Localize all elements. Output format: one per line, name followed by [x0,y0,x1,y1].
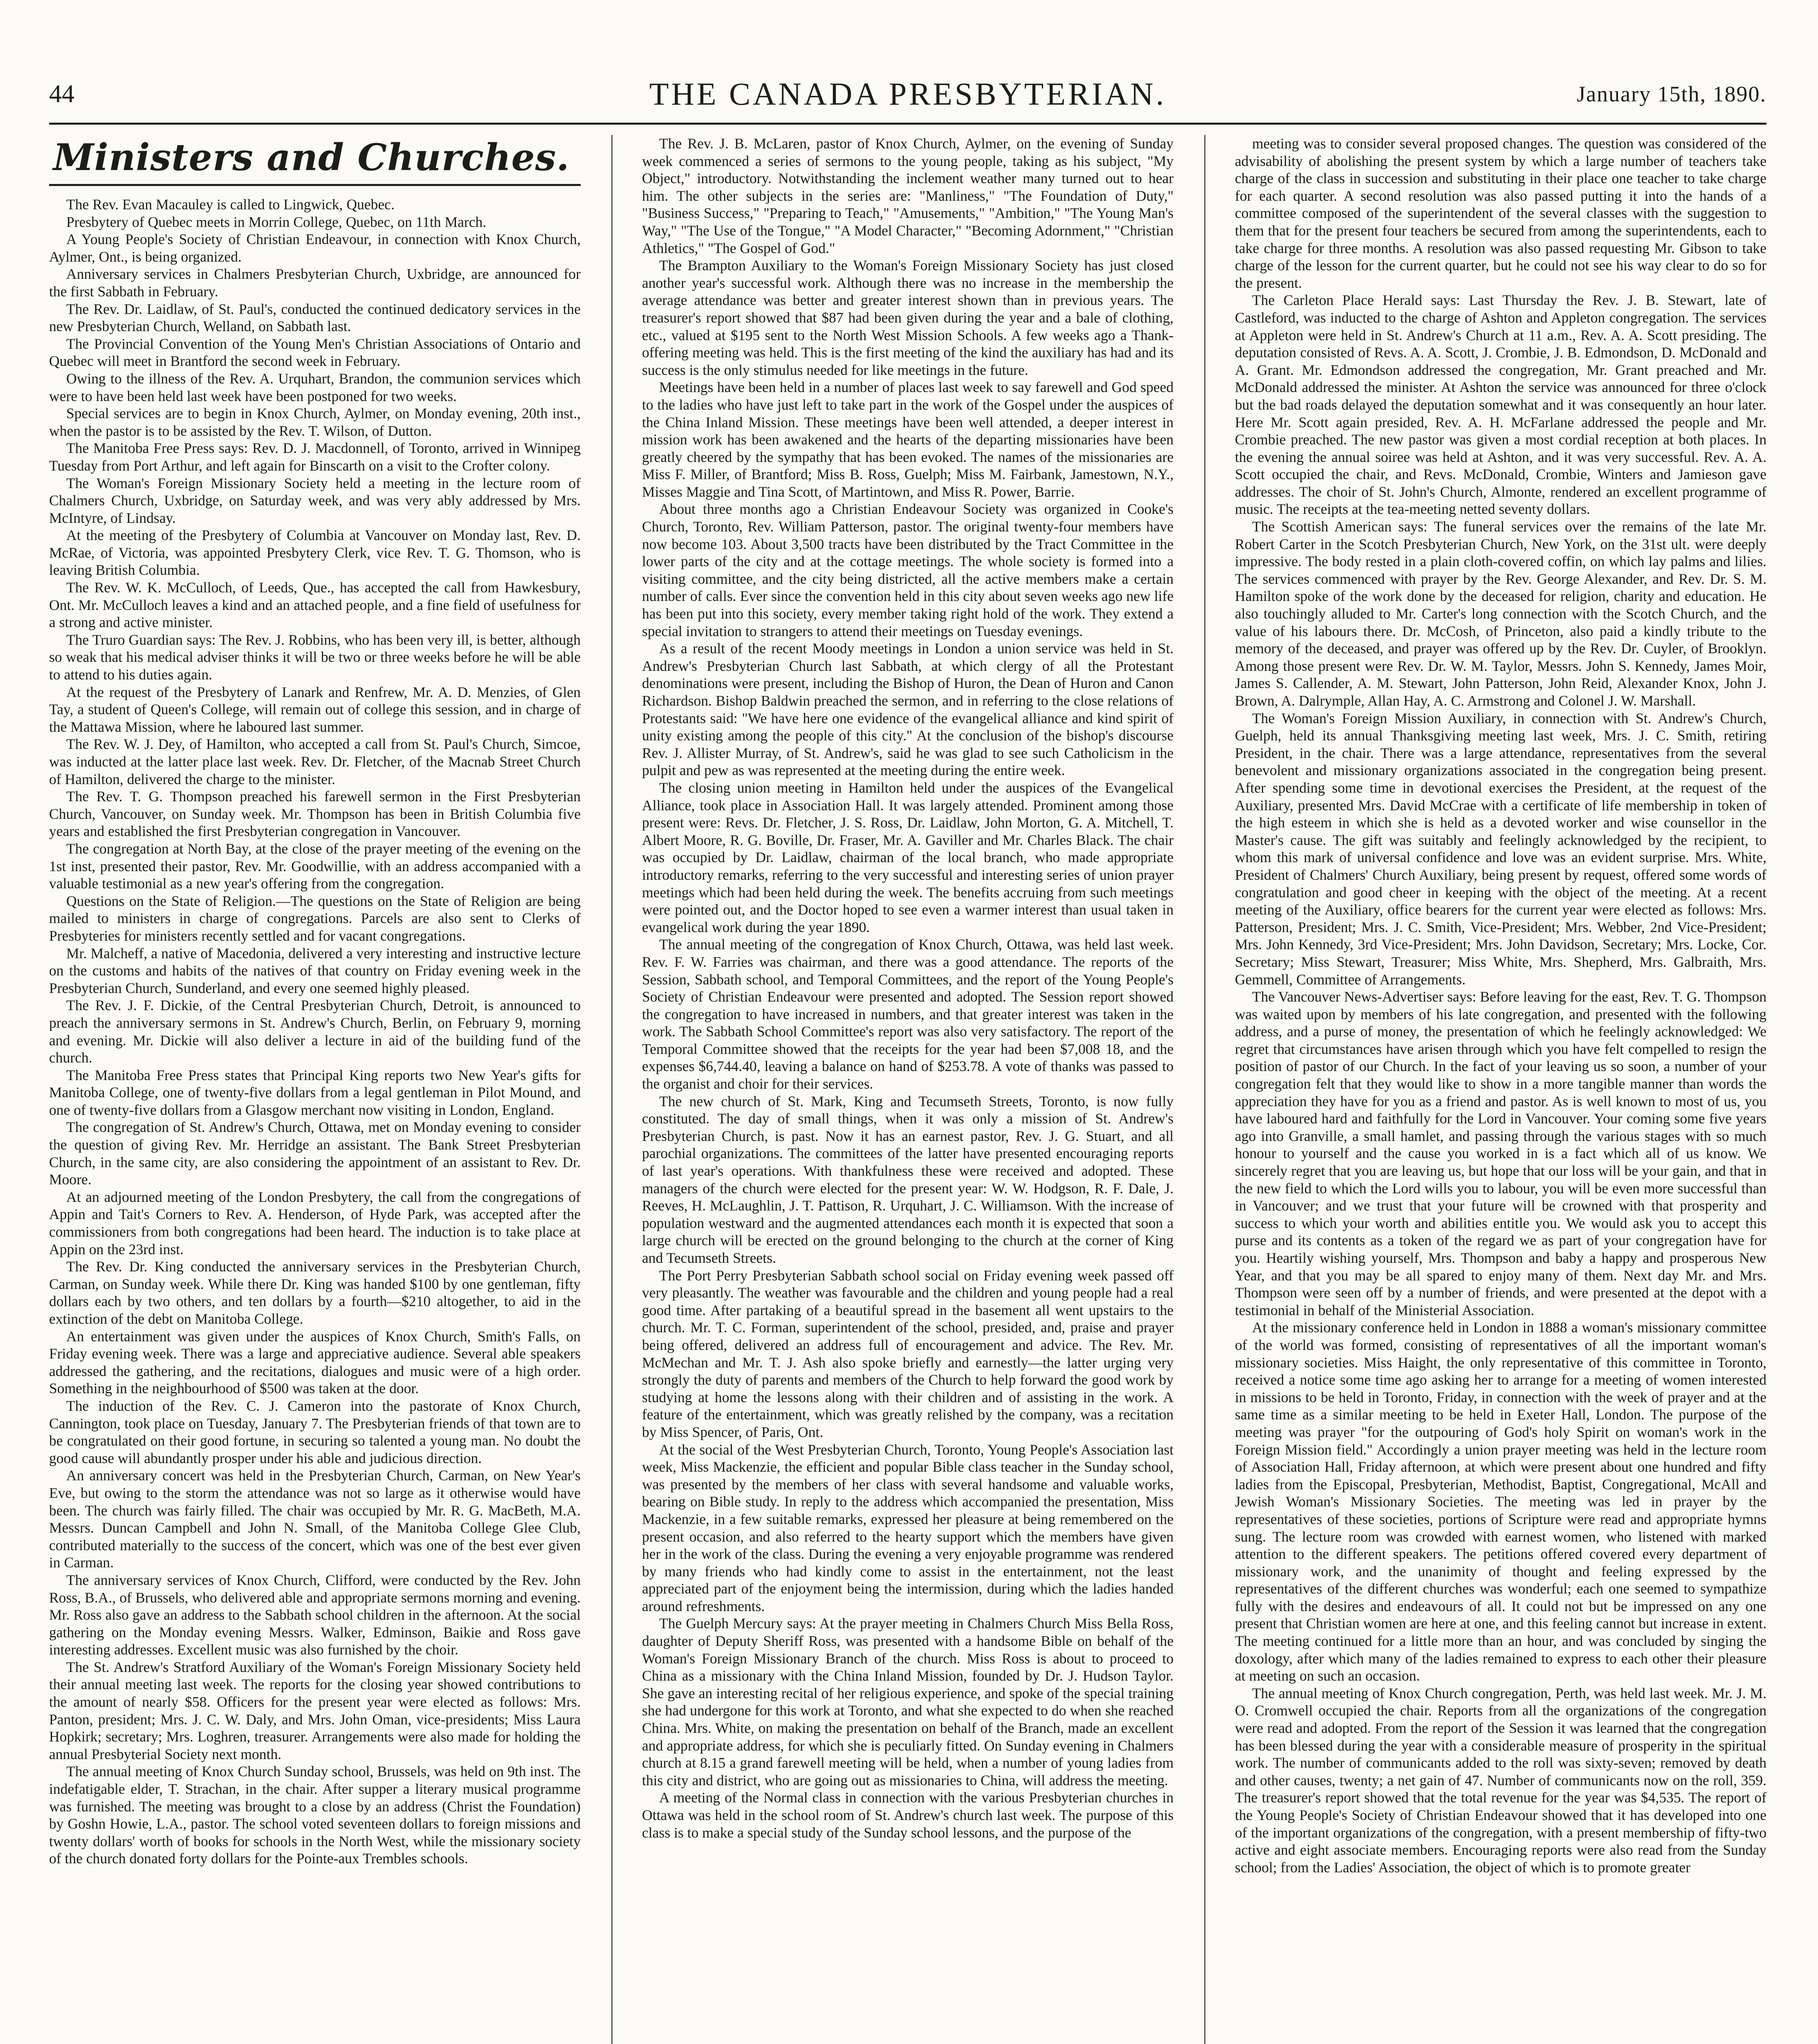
column-1-body [49,196,581,1867]
news-paragraph: Special services are to begin in Knox Church, Aylmer, on Monday evening, 20th inst., when the pastor is to be assisted by the Rev. T. Wilson, of Dutton. [49,405,581,439]
column-1 [49,135,581,2044]
news-paragraph: The annual meeting of Knox Church congregation, Perth, was held last week. Mr. J. M. O. Cromwell occupied the chair. Reports from all the organizations of the congregation were read and adopted. From the report of the Session it was learned that the congregation has been blessed during the year with a considerable measure of prosperity in the spiritual work. The number of communicants added to the roll was sixty-seven; removed by death and other causes, twenty; a net gain of 47. Number of communicants now on the roll, 359. The treasurer's report showed that the total revenue for the year was $4,535. The report of the Young People's Society of Christian Endeavour showed that it has developed into one of the important organizations of the congregation, with a present membership of fifty-two active and eight associate members. Encouraging reports were also read from the Sunday school; from the Ladies' Association, the object of which is to promote greater [1235,1685,1766,1876]
news-paragraph: The Woman's Foreign Missionary Society held a meeting in the lecture room of Chalmers Church, Uxbridge, on Saturday week, and was very ably addressed by Mrs. McIntyre, of Lindsay. [49,475,581,526]
news-paragraph: Questions on the State of Religion.—The questions on the State of Religion are being mailed to ministers in charge of congregations. Parcels are also sent to Clerks of Presbyteries for ministers recently settled and for vacant congregations. [49,892,581,944]
news-paragraph: The annual meeting of Knox Church Sunday school, Brussels, was held on 9th inst. The indefatigable elder, T. Strachan, in the chair. After supper a literary musical programme was furnished. The meeting was brought to a close by an address (Christ the Foundation) by Goshn Howie, L.A., pastor. The school voted seventeen dollars to foreign missions and twenty dollars' worth of books for schools in the North West, while the missionary society of the church donated forty dollars for the Pointe-aux Trembles schools. [49,1763,581,1867]
news-paragraph: About three months ago a Christian Endeavour Society was organized in Cooke's Church, Toronto, Rev. William Patterson, pastor. The original twenty-four members have now become 103. About 3,500 tracts have been distributed by the Tract Committee in the lower parts of the city and at the cottage meetings. The whole society is formed into a visiting committee, and the city being districted, all the active members make a certain number of calls. Ever since the convention held in this city about seven weeks ago new life has been put into this society, every member taking right hold of the work. They extend a special invitation to strangers to attend their meetings on Tuesday evenings. [642,501,1174,639]
news-paragraph: The Rev. T. G. Thompson preached his farewell sermon in the First Presbyterian Church, Vancouver, on Sunday week. Mr. Thompson has been in British Columbia five years and established the first Presbyterian congregation in Vancouver. [49,788,581,840]
news-paragraph: The Rev. Dr. King conducted the anniversary services in the Presbyterian Church, Carman, on Sunday week. While there Dr. King was handed $100 by one gentleman, fifty dollars each by two others, and ten dollars by a fourth—$210 altogether, to aid in the extinction of the debt on Manitoba College. [49,1258,581,1327]
news-paragraph: The annual meeting of the congregation of Knox Church, Ottawa, was held last week. Rev. F. W. Farries was chairman, and there was a good attendance. The reports of the Session, Sabbath school, and Temporal Committees, and the report of the Young People's Society of Christian Endeavour were presented and adopted. The Session report showed the congregation to have increased in numbers, and that greater interest was taken in the work. The Sabbath School Committee's report was also very satisfactory. The report of the Temporal Committee showed that the receipts for the year had been $7,008 18, and the expenses $6,744.40, leaving a balance on hand of $253.78. A vote of thanks was passed to the organist and choir for their services. [642,936,1174,1092]
news-paragraph: The congregation at North Bay, at the close of the prayer meeting of the evening on the 1st inst, presented their pastor, Rev. Mr. Goodwillie, with an address accompanied with a valuable testimonial as a new year's offering from the congregation. [49,840,581,892]
news-paragraph: The Rev. Dr. Laidlaw, of St. Paul's, conducted the continued dedicatory services in the new Presbyterian Church, Welland, on Sabbath last. [49,300,581,335]
news-paragraph: Anniversary services in Chalmers Presbyterian Church, Uxbridge, are announced for the first Sabbath in February. [49,266,581,300]
column-3 [1235,135,1766,2044]
news-paragraph: A meeting of the Normal class in connection with the various Presbyterian churches in Ottawa was held in the school room of St. Andrew's church last week. The purpose of this class is to make a special study of the Sunday school lessons, and the purpose of the [642,1789,1174,1841]
news-paragraph: The Truro Guardian says: The Rev. J. Robbins, who has been very ill, is better, although so weak that his medical adviser thinks it will be two or three weeks before he will be able to attend to his duties again. [49,631,581,683]
news-paragraph: The induction of the Rev. C. J. Cameron into the pastorate of Knox Church, Cannington, took place on Tuesday, January 7. The Presbyterian friends of that town are to be congratulated on their good fortune, in securing so talented a young man. No doubt the good cause will abundantly prosper under his able and judicious direction. [49,1397,581,1466]
news-paragraph: An entertainment was given under the auspices of Knox Church, Smith's Falls, on Friday evening week. There was a large and appreciative audience. Several able speakers addressed the gathering, and the recitations, dialogues and music were of a high order. Something in the neighbourhood of $500 was taken at the door. [49,1328,581,1397]
page-header [49,76,1766,112]
journal-title: THE CANADA PRESBYTERIAN. [649,76,1167,112]
column-2-body [642,135,1174,1841]
news-paragraph: At the social of the West Presbyterian Church, Toronto, Young People's Association last week, Miss Mackenzie, the efficient and popular Bible class teacher in the Sunday school, was presented by the members of her class with several handsome and valuable works, bearing on Bible study. In reply to the address which accompanied the presentation, Miss Mackenzie, in a few suitable remarks, expressed her pleasure at being remembered on the present occasion, and also referred to the hearty support which the members have given her in the work of the class. During the evening a very enjoyable programme was rendered by many friends who had kindly come to assist in the entertainment, not the least appreciated part of the enjoyment being the intermission, during which the ladies handed around refreshments. [642,1441,1174,1614]
news-paragraph: An anniversary concert was held in the Presbyterian Church, Carman, on New Year's Eve, but owing to the storm the attendance was not so large as it otherwise would have been. The church was fairly filled. The chair was occupied by Mr. R. G. MacBeth, M.A. Messrs. Duncan Campbell and John N. Small, of the Manitoba College Glee Club, contributed materially to the success of the concert, which was one of the best ever given in Carman. [49,1467,581,1571]
news-paragraph: A Young People's Society of Christian Endeavour, in connection with Knox Church, Aylmer, Ont., is being organized. [49,231,581,265]
news-paragraph: meeting was to consider several proposed changes. The question was considered of the advisability of abolishing the present system by which a large number of teachers take charge of the class in succession and substituting in their place one teacher to take charge for each quarter. A second resolution was also passed putting it into the hands of a committee composed of the superintendent of the several classes with the suggestion to them that for the present four teachers be secured from among the superintendents, each to take charge for three months. A resolution was also passed requesting Mr. Gibson to take charge of the lesson for the current quarter, but he could not see his way clear to do so for the present. [1235,135,1766,291]
column-divider [611,135,613,2044]
news-paragraph: The Rev. W. K. McCulloch, of Leeds, Que., has accepted the call from Hawkesbury, Ont. Mr. McCulloch leaves a kind and an attached people, and a fine field of usefulness for a strong and active minister. [49,579,581,631]
news-paragraph: Presbytery of Quebec meets in Morrin College, Quebec, on 11th March. [66,213,487,230]
page-number: 44 [49,80,74,108]
news-paragraph: The Manitoba Free Press says: Rev. D. J. Macdonnell, of Toronto, arrived in Winnipeg Tuesday from Port Arthur, and left again for Binscarth on a visit to the Crofter colony. [49,440,581,474]
column-2 [642,135,1174,2044]
news-paragraph: At the request of the Presbytery of Lanark and Renfrew, Mr. A. D. Menzies, of Glen Tay, a student of Queen's College, will remain out of college this session, and in charge of the Mattawa Mission, where he laboured last summer. [49,684,581,735]
news-paragraph: Owing to the illness of the Rev. A. Urquhart, Brandon, the communion services which were to have been held last week have been postponed for two weeks. [49,370,581,404]
column-3-body [1235,135,1766,1876]
news-paragraph: At the meeting of the Presbytery of Columbia at Vancouver on Monday last, Rev. D. McRae, of Victoria, was appointed Presbytery Clerk, vice Rev. T. G. Thomson, who is leaving British Columbia. [49,527,581,578]
news-paragraph: The Provincial Convention of the Young Men's Christian Associations of Ontario and Quebec will meet in Brantford the second week in February. [49,335,581,370]
news-paragraph: At the missionary conference held in London in 1888 a woman's missionary committee of the world was formed, consisting of representatives of all the important woman's missionary societies. Miss Haight, the only representative of this committee in Toronto, received a notice some time ago asking her to arrange for a meeting of women interested in missions to be held in Toronto, Friday, in connection with the week of prayer and at the same time as a similar meeting to be held in Exeter Hall, London. The purpose of the meeting was prayer "for the outpouring of God's holy Spirit on woman's work in the Foreign Mission field." Accordingly a union prayer meeting was held in the lecture room of Association Hall, Friday afternoon, at which were present about one hundred and fifty ladies from the Episcopal, Presbyterian, Methodist, Baptist, Congregational, McAll and Jewish Woman's Missionary Societies. The meeting was led in prayer by the representatives of these societies, portions of Scripture were read and appropriate hymns sung. The lecture room was crowded with earnest women, who listened with marked attention to the different speakers. The petitions offered covered every department of missionary work, and the unanimity of thought and feeling expressed by the representatives of the different churches was wonderful; each one seemed to sympathize fully with the desires and endeavours of all. It could not but be impressed on any one present that Christian women are here at one, and this feeling cannot but increase in extent. The meeting continued for a little more than an hour, and was concluded by singing the doxology, after which many of the ladies remained to express to each other their pleasure at meeting on such an occasion. [1235,1319,1766,1684]
news-paragraph: The Scottish American says: The funeral services over the remains of the late Mr. Robert Carter in the Scotch Presbyterian Church, New York, on the 31st ult. were deeply impressive. The body rested in a plain cloth-covered coffin, on which lay palms and lilies. The services commenced with prayer by the Rev. George Alexander, and Rev. Dr. S. M. Hamilton spoke of the work done by the deceased for religion, charity and education. He also touchingly alluded to Mr. Carter's long connection with the Scotch Church, and the value of his labours there. Dr. McCosh, of Princeton, also paid a kindly tribute to the memory of the deceased, and prayer was offered up by the Rev. Dr. Cuyler, of Brooklyn. Among those present were Rev. Dr. W. M. Taylor, Messrs. John S. Kennedy, James Moir, James S. Callender, A. M. Stewart, John Patterson, John Reid, Alexander Knox, John J. Brown, A. Dalrymple, Allan Hay, A. C. Armstrong and Colonel J. W. Marshall. [1235,518,1766,709]
column-divider [1204,135,1205,2044]
news-paragraph: Mr. Malcheff, a native of Macedonia, delivered a very interesting and instructive lecture on the customs and habits of the natives of that country on Friday evening week in the Presbyterian Church, Sunderland, and every one seemed highly pleased. [49,945,581,996]
news-paragraph: The congregation of St. Andrew's Church, Ottawa, met on Monday evening to consider the question of giving Rev. Mr. Herridge an assistant. The Bank Street Presbyterian Church, in the same city, are also considering the appointment of an assistant to Rev. Dr. Moore. [49,1119,581,1188]
news-paragraph: The new church of St. Mark, King and Tecumseth Streets, Toronto, is now fully constituted. The day of small things, when it was only a mission of St. Andrew's Presbyterian Church, is past. Now it has an earnest pastor, Rev. J. G. Stuart, and all parochial organizations. The committees of the latter have presented encouraging reports of last year's operations. With thankfulness these were received and adopted. These managers of the church were elected for the present year: W. W. Hodgson, R. F. Dale, J. Reeves, H. McLaughlin, J. T. Pattison, R. Urquhart, J. C. Williamson. With the increase of population westward and the augmented attendances each month it is expected that soon a large church will be erected on the ground belonging to the church at the corner of King and Tecumseth Streets. [642,1093,1174,1266]
news-paragraph: The anniversary services of Knox Church, Clifford, were conducted by the Rev. John Ross, B.A., of Brussels, who delivered able and appropriate sermons morning and evening. Mr. Ross also gave an address to the Sabbath school children in the afternoon. At the social gathering on the Monday evening Messrs. Walker, Edminson, Baikie and Ross gave interesting addresses. Excellent music was also furnished by the choir. [49,1571,581,1658]
news-paragraph: The Brampton Auxiliary to the Woman's Foreign Missionary Society has just closed another year's successful work. Although there was no increase in the membership the average attendance was better and greater interest shown than in previous years. The treasurer's report showed that $87 had been given during the year and a bale of clothing, etc., valued at $195 sent to the North West Mission Schools. A few weeks ago a Thank-offering meeting was held. This is the first meeting of the kind the auxiliary has had and its success is the only stimulus needed for like meetings in the future. [642,257,1174,378]
news-paragraph: Meetings have been held in a number of places last week to say farewell and God speed to the ladies who have just left to take part in the work of the Gospel under the auspices of the China Inland Mission. These meetings have been well attended, a deeper interest in mission work has been awakened and the hearts of the departing missionaries have been greatly cheered by the sympathy that has been evoked. The names of the missionaries are Miss F. Miller, of Brantford; Miss B. Ross, Guelph; Miss M. Fairbank, Jamestown, N.Y., Misses Maggie and Tina Scott, of Martintown, and Miss R. Power, Barrie. [642,379,1174,500]
news-paragraph: At an adjourned meeting of the London Presbytery, the call from the congregations of Appin and Tait's Corners to Rev. A. Henderson, of Hyde Park, was accepted after the commissioners from both congregations had been heard. The induction is to take place at Appin on the 23rd inst. [49,1188,581,1257]
news-paragraph: The Port Perry Presbyterian Sabbath school social on Friday evening week passed off very pleasantly. The weather was favourable and the children and young people had a real good time. After partaking of a beautiful spread in the basement all went upstairs to the church. Mr. T. C. Forman, superintendent of the school, presided, and, praise and prayer being offered, delivered an address full of encouragement and advice. The Rev. Mr. McMechan and Mr. T. J. Ash also spoke briefly and earnestly—the latter urging very strongly the duty of parents and members of the Church to help forward the good work by studying at home the lessons along with their children and of assisting in the work. A feature of the entertainment, which was greatly relished by the company, was a recitation by Miss Spencer, of Paris, Ont. [642,1267,1174,1440]
section-heading: Ministers and Churches. [53,136,570,179]
news-paragraph: The Rev. J. B. McLaren, pastor of Knox Church, Aylmer, on the evening of Sunday week commenced a series of sermons to the young people, taking as his subject, "My Object," introductory. Notwithstanding the inclement weather many turned out to hear him. The other subjects in the series are: "Manliness," "The Foundation of Duty," "Business Success," "Preparing to Teach," "Amusements," "Ambition," "The Young Man's Way," "The Use of the Tongue," "A Model Character," "Becoming Adornment," "Christian Athletics," "The Gospel of God." [642,135,1174,256]
news-paragraph: The Carleton Place Herald says: Last Thursday the Rev. J. B. Stewart, late of Castleford, was inducted to the charge of Ashton and Appleton congregation. The services at Appleton were held in St. Andrew's Church at 11 a.m., Rev. A. A. Scott presiding. The deputation consisted of Revs. A. A. Scott, J. Crombie, J. B. Edmondson, D. McDonald and A. Grant. Mr. Edmondson addressed the congregation, Mr. Grant preached and Mr. McDonald addressed the minister. At Ashton the service was announced for three o'clock but the bad roads delayed the deputation somewhat and it was consequently an hour later. Here Mr. Scott again presided, Rev. A. H. McFarlane addressed the people and Mr. Crombie preached. The new pastor was given a most cordial reception at both places. In the evening the annual soiree was held at Ashton, and it was very successful. Rev. A. A. Scott occupied the chair, and Revs. McDonald, Crombie, Winters and Jamieson gave addresses. The choir of St. John's Church, Almonte, rendered an excellent programme of music. The receipts at the tea-meeting netted seventy dollars. [1235,292,1766,518]
news-paragraph: The Manitoba Free Press states that Principal King reports two New Year's gifts for Manitoba College, one of twenty-five dollars from a legal gentleman in Pilot Mound, and one of twenty-five dollars from a Glasgow merchant now visiting in London, England. [49,1067,581,1118]
news-paragraph: As a result of the recent Moody meetings in London a union service was held in St. Andrew's Presbyterian Church last Sabbath, at which clergy of all the Protestant denominations were present, including the Bishop of Huron, the Dean of Huron and Canon Richardson. Bishop Baldwin preached the sermon, and in referring to the close relations of Protestants said: "We have here one evidence of the evangelical alliance and kind spirit of unity existing among the people of this city." At the conclusion of the bishop's discourse Rev. J. Allister Murray, of St. Andrew's, said he was glad to see such Catholicism in the pulpit and pew as was represented at the meeting during the entire week. [642,640,1174,779]
news-paragraph: The Rev. Evan Macauley is called to Lingwick, Quebec. [66,196,395,213]
news-paragraph: The Rev. W. J. Dey, of Hamilton, who accepted a call from St. Paul's Church, Simcoe, was inducted at the latter place last week. Rev. Dr. Fletcher, of the Macnab Street Church of Hamilton, delivered the charge to the minister. [49,736,581,787]
news-paragraph: The closing union meeting in Hamilton held under the auspices of the Evangelical Alliance, took place in Association Hall. It was largely attended. Prominent among those present were: Revs. Dr. Fletcher, J. S. Ross, Dr. Laidlaw, John Morton, G. A. Mitchell, T. Albert Moore, R. G. Boville, Dr. Fraser, Mr. A. Gaviller and Mr. Charles Black. The chair was occupied by Dr. Laidlaw, chairman of the local branch, who made appropriate introductory remarks, referring to the very successful and interesting series of union prayer meetings which had been held during the week. The benefits accruing from such meetings were pointed out, and the Doctor hoped to see even a warmer interest than usual taken in evangelical work during the year 1890. [642,779,1174,935]
heading-rule [49,184,581,186]
header-rule [49,123,1766,125]
news-paragraph: The Vancouver News-Advertiser says: Before leaving for the east, Rev. T. G. Thompson was waited upon by members of his late congregation, and presented with the following address, and a purse of money, the presentation of which he feelingly acknowledged: We regret that circumstances have arisen through which you have felt compelled to resign the position of pastor of our Church. In the fact of your leaving us so soon, a number of your congregation felt that they would like to show in a more tangible manner than words the appreciation they have for you as a friend and pastor. As is well known to most of us, you have laboured hard and faithfully for the Lord in Vancouver. Your coming some five years ago into Granville, a small hamlet, and passing through the various stages with so much honour to yourself and the cause you worked in is a fact which all of us know. We sincerely regret that you are leaving us, but hope that our loss will be your gain, and that in the new field to which the Lord wills you to labour, you will be even more successful than in Vancouver; and we trust that your future will be crowned with that prosperity and success to which your worth and abilities entitle you. We would ask you to accept this purse and its contents as a token of the regard we as part of your congregation have for you. Heartily wishing yourself, Mrs. Thompson and baby a happy and prosperous New Year, and that you may be all spared to enjoy many of them. Next day Mr. and Mrs. Thompson were seen off by a number of friends, and were presented at the depot with a testimonial in behalf of the Ministerial Association. [1235,988,1766,1318]
news-paragraph: The Rev. J. F. Dickie, of the Central Presbyterian Church, Detroit, is announced to preach the anniversary sermons in St. Andrew's Church, Berlin, on February 9, morning and evening. Mr. Dickie will also deliver a lecture in aid of the building fund of the church. [49,997,581,1066]
news-paragraph: The Woman's Foreign Mission Auxiliary, in connection with St. Andrew's Church, Guelph, held its annual Thanksgiving meeting last week, Mrs. J. C. Smith, retiring President, in the chair. There was a large attendance, representatives from the several benevolent and missionary organizations associated in the congregation being present. After spending some time in devotional exercises the President, at the request of the Auxiliary, presented Mrs. David McCrae with a certificate of life membership in token of the high esteem in which she is held as a devoted worker and wise counsellor in the Master's cause. The gift was suitably and feelingly acknowledged by the recipient, to whom this mark of universal confidence and love was an evident surprise. Mrs. White, President of Chalmers' Church Auxiliary, being present by request, offered some words of congratulation and good cheer in keeping with the object of the meeting. At a recent meeting of the Auxiliary, office bearers for the current year were elected as follows: Mrs. Patterson, President; Mrs. J. C. Smith, Vice-President; Mrs. Webber, 2nd Vice-President; Mrs. John Kennedy, 3rd Vice-President; Mrs. John Davidson, Secretary; Mrs. Locke, Cor. Secretary; Miss Stewart, Treasurer; Miss White, Mrs. Shepherd, Mrs. Galbraith, Mrs. Gemmell, Committee of Arrangements. [1235,710,1766,988]
news-paragraph: The St. Andrew's Stratford Auxiliary of the Woman's Foreign Missionary Society held their annual meeting last week. The reports for the closing year showed contributions to the amount of nearly $58. Officers for the present year were elected as follows: Mrs. Panton, president; Mrs. J. C. W. Daly, and Mrs. John Oman, vice-presidents; Miss Laura Hopkirk; secretary; Mrs. Loghren, treasurer. Arrangements were also made for holding the annual Presbyterial Society next month. [49,1659,581,1762]
news-paragraph: The Guelph Mercury says: At the prayer meeting in Chalmers Church Miss Bella Ross, daughter of Deputy Sheriff Ross, was presented with a handsome Bible on behalf of the Woman's Foreign Missionary Branch of the church. Miss Ross is about to proceed to China as a missionary with the China Inland Mission, founded by Dr. J. Hudson Taylor. She gave an interesting recital of her religious experience, and spoke of the special training she had undergone for this work at Toronto, and what she expected to do when she reached China. Mrs. White, on making the presentation on behalf of the Branch, made an excellent and appropriate address, for which she is peculiarly fitted. On Sunday evening in Chalmers church at 8.15 a grand farewell meeting will be held, when a number of young ladies from this city and district, who are going out as missionaries to China, will address the meeting. [642,1615,1174,1788]
issue-date: January 15th, 1890. [1577,82,1766,106]
